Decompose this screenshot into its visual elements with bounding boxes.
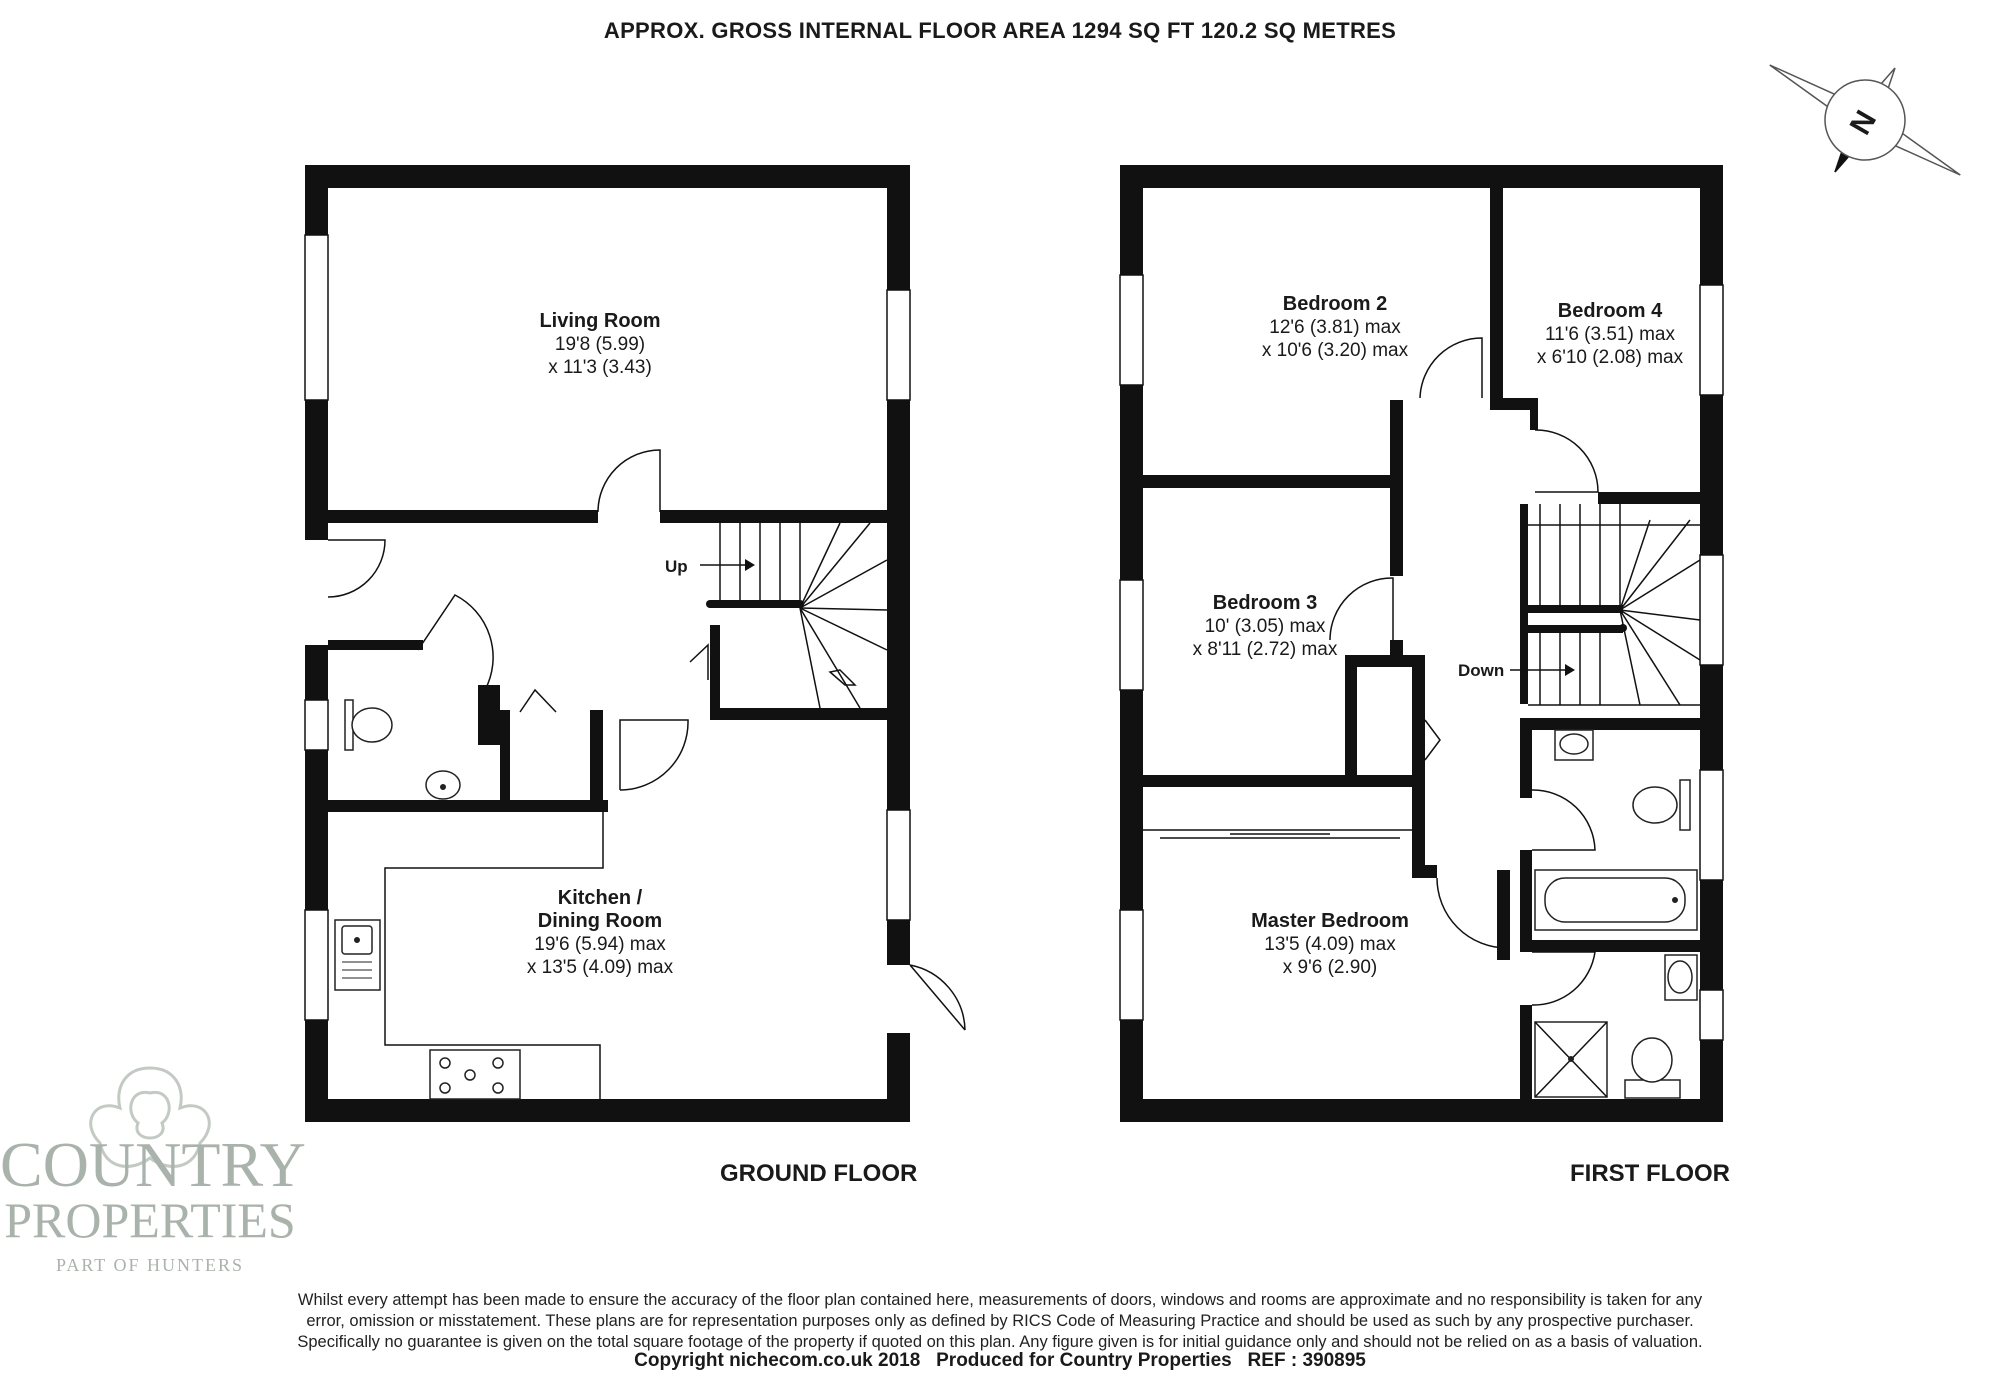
kitchen-name1: Kitchen / (557, 887, 643, 909)
master-bedroom-name: Master Bedroom (1251, 910, 1409, 932)
bedroom3-dim2: x 8'11 (2.72) max (1192, 639, 1338, 660)
disclaimer-line3: Specifically no guarantee is given on the total square footage of the property if quoted on this plan. Any figure given is for initial guidance only and should not be relied on as a basis of valuation. (297, 1333, 1703, 1351)
copyright-line: Copyright nichecom.co.uk 2018 Produced for Country Properties REF : 390895 (634, 1350, 1366, 1371)
compass-north-label: N (1843, 105, 1884, 141)
disclaimer-line1: Whilst every attempt has been made to ensure the accuracy of the floor plan contained here, measurements of doors, windows and rooms are approximate and no responsibility is taken for any (297, 1291, 1703, 1309)
bedroom4-label (1500, 300, 1720, 369)
master-bedroom-dim1: 13'5 (4.09) max (1264, 934, 1396, 955)
bedroom2-label (1210, 293, 1460, 362)
logo-part-of-hunters: PART OF HUNTERS (56, 1255, 244, 1275)
bedroom2-dim2: x 10'6 (3.20) max (1261, 340, 1409, 361)
bedroom2-dim1: 12'6 (3.81) max (1269, 317, 1401, 338)
bedroom4-dim1: 11'6 (3.51) max (1544, 324, 1675, 345)
disclaimer (200, 1290, 1800, 1353)
master-bedroom-label (1200, 910, 1460, 979)
kitchen-dim1: 19'6 (5.94) max (534, 934, 666, 955)
master-bedroom-dim2: x 9'6 (2.90) (1282, 957, 1378, 978)
living-room-label (450, 310, 750, 379)
first-stair-down-label: Down (1458, 661, 1505, 680)
bedroom2-name: Bedroom 2 (1282, 293, 1388, 315)
living-room-dim1: 19'8 (5.99) (554, 334, 646, 355)
kitchen-name2: Dining Room (537, 910, 663, 932)
kitchen-label (450, 887, 750, 979)
disclaimer-line2: error, omission or misstatement. These plans are for representation purposes only as defined by RICS Code of Measuring Practice and should be used as such by any prospective purchaser. (306, 1312, 1694, 1330)
ground-floor-label: GROUND FLOOR (720, 1160, 918, 1187)
ground-stair-up-label: Up (665, 557, 688, 576)
logo-country: COUNTRY (0, 1129, 306, 1200)
bedroom3-label (1145, 592, 1385, 661)
first-floor-label: FIRST FLOOR (1570, 1160, 1730, 1187)
floor-area-title: APPROX. GROSS INTERNAL FLOOR AREA 1294 SQ FT 120.2 SQ METRES (603, 18, 1397, 43)
bedroom3-dim1: 10' (3.05) max (1204, 616, 1326, 637)
bedroom4-name: Bedroom 4 (1557, 300, 1663, 322)
living-room-dim2: x 11'3 (3.43) (548, 357, 652, 378)
living-room-name: Living Room (539, 310, 661, 332)
bedroom3-name: Bedroom 3 (1212, 592, 1318, 614)
kitchen-dim2: x 13'5 (4.09) max (526, 957, 674, 978)
bedroom4-dim2: x 6'10 (2.08) max (1536, 347, 1684, 368)
logo-properties: PROPERTIES (4, 1192, 296, 1248)
